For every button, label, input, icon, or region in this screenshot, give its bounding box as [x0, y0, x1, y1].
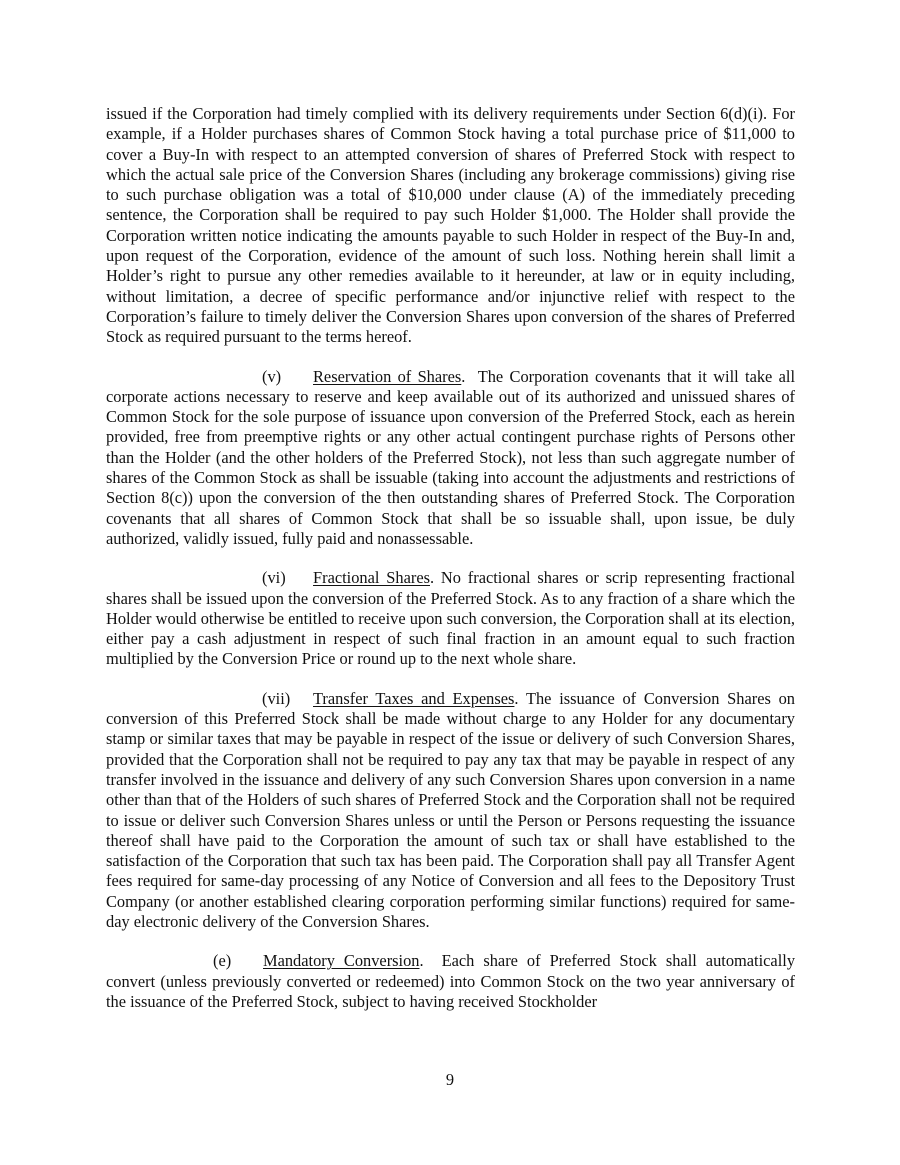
section-heading: Mandatory Conversion: [263, 951, 420, 971]
continuation-paragraph: issued if the Corporation had timely complied with its delivery requirements under Section 6(d)(i). For example, if a Holder purchases shares of Common Stock having a total purchase price of $11,000 to cover a Buy-In with respect to an attempted conversion of shares of Preferred Stock with respect to which the actual sale price of the Conversion Shares (including any brokerage commissions) giving rise to such purchase obligation was a total of $10,000 under clause (A) of the immediately preceding sentence, the Corporation shall be required to pay such Holder $1,000. The Holder shall provide the Corporation written notice indicating the amounts payable to such Holder in respect of the Buy-In and, upon request of the Corporation, evidence of the amount of such loss. Nothing herein shall limit a Holder’s right to pursue any other remedies available to it hereunder, at law or in equity including, without limitation, a decree of specific performance and/or injunctive relief with respect to the Corporation’s failure to timely deliver the Conversion Shares upon conversion of the shares of Preferred Stock as required pursuant to the terms hereof.: [106, 104, 795, 347]
section-number: (vi): [262, 568, 286, 588]
section-number: (e): [213, 951, 232, 971]
document-body: [106, 104, 795, 1031]
section-transfer-taxes-and-expenses: (vii) Transfer Taxes and Expenses. The issuance of Conversion Shares on conversion of this Preferred Stock shall be made without charge to any Holder for any documentary stamp or similar taxes that may be payable in respect of the issue or delivery of such Conversion Shares, provided that the Corporation shall not be required to pay any tax that may be payable in respect of any transfer involved in the issuance and delivery of any such Conversion Shares upon conversion in a name other than that of the Holders of such shares of Preferred Stock and the Corporation shall not be required to issue or deliver such Conversion Shares unless or until the Person or Persons requesting the issuance thereof shall have paid to the Corporation the amount of such tax or shall have established to the satisfaction of the Corporation that such tax has been paid. The Corporation shall pay all Transfer Agent fees required for same-day processing of any Notice of Conversion and all fees to the Depository Trust Company (or another established clearing corporation performing similar functions) required for same-day electronic delivery of the Conversion Shares.: [106, 688, 795, 931]
section-body: No fractional shares or scrip representing fractional shares shall be issued upon the conversion of the Preferred Stock. As to any fraction of a share which the Holder would otherwise be entitled to receive upon such conversion, the Corporation shall at its election, either pay a cash adjustment in respect of such final fraction in an amount equal to such fraction multiplied by the Conversion Price or round up to the next whole share.: [106, 568, 795, 669]
section-heading: Transfer Taxes and Expenses: [313, 688, 515, 708]
section-mandatory-conversion: (e) Mandatory Conversion. Each share of Preferred Stock shall automatically convert (unless previously converted or redeemed) into Common Stock on the two year anniversary of the issuance of the Preferred Stock, subject to having received Stockholder: [106, 951, 796, 1011]
section-number: (vii): [262, 688, 291, 708]
section-body: The issuance of Conversion Shares on conversion of this Preferred Stock shall be made without charge to any Holder for any documentary stamp or similar taxes that may be payable in respect of the issue or delivery of such Conversion Shares, provided that the Corporation shall not be required to pay any tax that may be payable in respect of any transfer involved in the issuance and delivery of any such Conversion Shares upon conversion in a name other than that of the Holders of such shares of Preferred Stock and the Corporation shall not be required to issue or deliver such Conversion Shares unless or until the Person or Persons requesting the issuance thereof shall have paid to the Corporation the amount of such tax or shall have established to the satisfaction of the Corporation that such tax has been paid. The Corporation shall pay all Transfer Agent fees required for same-day processing of any Notice of Conversion and all fees to the Depository Trust Company (or another established clearing corporation performing similar functions) required for same-day electronic delivery of the Conversion Shares.: [106, 688, 795, 931]
page-number: 9: [445, 1070, 455, 1089]
section-body: Each share of Preferred Stock shall automatically convert (unless previously converted or redeemed) into Common Stock on the two year anniversary of the issuance of the Preferred Stock, subject to having received Stockholder: [106, 951, 796, 1011]
section-number: (v): [262, 366, 282, 386]
section-reservation-of-shares: (v) Reservation of Shares. The Corporation covenants that it will take all corporate actions necessary to reserve and keep available out of its authorized and unissued shares of Common Stock for the sole purpose of issuance upon conversion of the Preferred Stock, each as herein provided, free from preemptive rights or any other actual contingent purchase rights of Persons other than the Holder (and the other holders of the Preferred Stock), not less than such aggregate number of shares of the Common Stock as shall be issuable (taking into account the adjustments and restrictions of Section 8(c)) upon the conversion of the then outstanding shares of Preferred Stock. The Corporation covenants that all shares of Common Stock that shall be so issuable shall, upon issue, be duly authorized, validly issued, fully paid and nonassessable.: [106, 366, 796, 548]
section-body: The Corporation covenants that it will take all corporate actions necessary to reserve and keep available out of its authorized and unissued shares of Common Stock for the sole purpose of issuance upon conversion of the Preferred Stock, each as herein provided, free from preemptive rights or any other actual contingent purchase rights of Persons other than the Holder (and the other holders of the Preferred Stock), not less than such aggregate number of shares of the Common Stock as shall be issuable (taking into account the adjustments and restrictions of Section 8(c)) upon the conversion of the then outstanding shares of Preferred Stock. The Corporation covenants that all shares of Common Stock that shall be so issuable shall, upon issue, be duly authorized, validly issued, fully paid and nonassessable.: [106, 366, 796, 548]
section-fractional-shares: (vi) Fractional Shares. No fractional shares or scrip representing fractional shares shall be issued upon the conversion of the Preferred Stock. As to any fraction of a share which the Holder would otherwise be entitled to receive upon such conversion, the Corporation shall at its election, either pay a cash adjustment in respect of such final fraction in an amount equal to such fraction multiplied by the Conversion Price or round up to the next whole share.: [106, 568, 795, 669]
section-heading: Fractional Shares: [313, 568, 430, 588]
section-heading: Reservation of Shares: [313, 366, 462, 386]
